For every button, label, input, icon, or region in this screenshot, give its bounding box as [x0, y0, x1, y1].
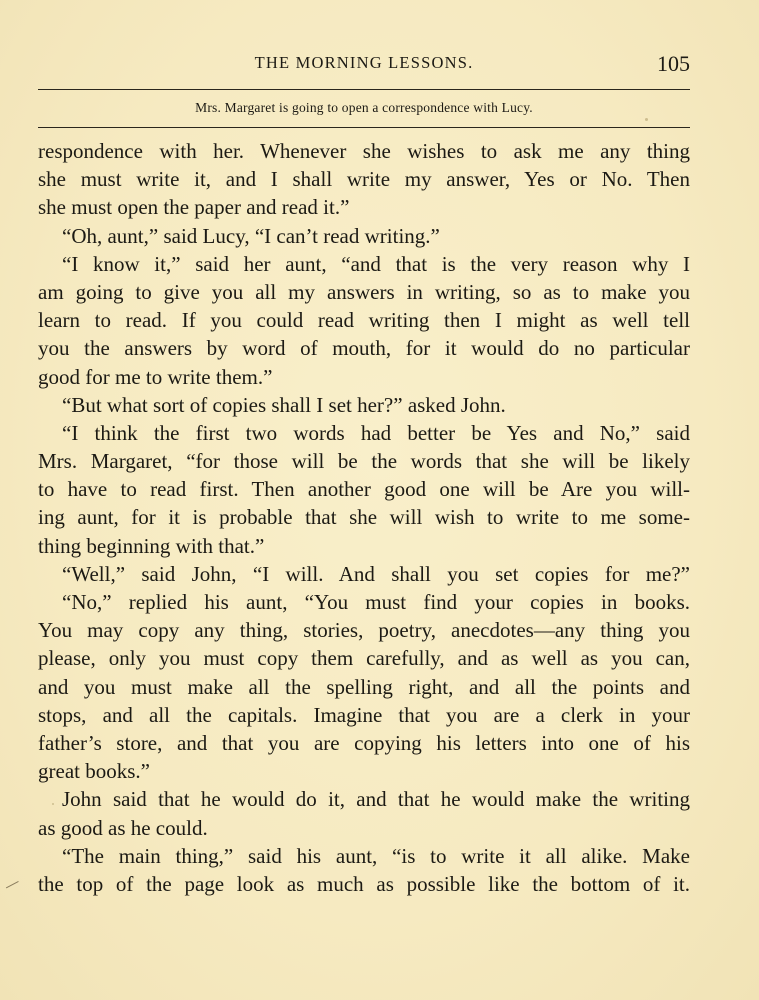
margin-mark	[6, 881, 20, 891]
text-line: “But what sort of copies shall I set her?” asked John.	[62, 392, 506, 417]
side-note: Mrs. Margaret is going to open a correspondence with Lucy.	[195, 100, 533, 115]
text-line: you the answers by word of mouth, for it would do no particular	[38, 336, 690, 361]
header-rule-bottom	[38, 127, 690, 128]
text-line: stops, and all the capitals. Imagine that you are a clerk in your	[38, 702, 690, 727]
text-line: John said that he would do it, and that he would make the writing	[62, 787, 690, 812]
text-line: good for me to write them.”	[38, 364, 273, 389]
running-title: THE MORNING LESSONS.	[254, 53, 474, 72]
text-line: am going to give you all my answers in writing, so as to make you	[38, 279, 690, 304]
running-head	[38, 51, 690, 79]
text-line: father’s store, and that you are copying his letters into one of his	[38, 730, 690, 755]
text-line: “The main thing,” said his aunt, “is to write it all alike. Make	[62, 843, 690, 868]
text-line: “I think the first two words had better be Yes and No,” said	[62, 420, 690, 445]
text-line: the top of the page look as much as possible like the bottom of it.	[38, 871, 690, 896]
text-line: “No,” replied his aunt, “You must find your copies in books.	[62, 590, 690, 614]
body-text	[38, 137, 690, 898]
paper-speck	[52, 803, 54, 805]
text-line: as good as he could.	[38, 815, 208, 840]
text-line: great books.”	[38, 759, 150, 784]
text-line: to have to read first. Then another good one will be Are you will-	[38, 477, 690, 502]
text-line: “Well,” said John, “I will. And shall you set copies for me?”	[62, 561, 690, 586]
text-line: respondence with her. Whenever she wishes to ask me any thing	[38, 139, 690, 163]
text-line: please, only you must copy them carefully, and as well as you can,	[38, 646, 690, 671]
text-line: learn to read. If you could read writing then I might as well tell	[38, 308, 690, 333]
text-line: ing aunt, for it is probable that she will wish to write to me some-	[38, 505, 690, 530]
text-line: You may copy any thing, stories, poetry, anecdotes—any thing you	[38, 618, 690, 643]
text-line: she must write it, and I shall write my answer, Yes or No. Then	[38, 167, 690, 192]
page-number: 105	[657, 51, 690, 76]
text-line: “I know it,” said her aunt, “and that is the very reason why I	[62, 251, 690, 276]
text-line: Mrs. Margaret, “for those will be the words that she will be likely	[38, 449, 690, 474]
text-line: she must open the paper and read it.”	[38, 195, 350, 220]
text-line: thing beginning with that.”	[38, 533, 265, 558]
text-line: and you must make all the spelling right, and all the points and	[38, 674, 690, 699]
header-rule-top	[38, 89, 690, 90]
paper-speck	[645, 118, 648, 121]
text-line: “Oh, aunt,” said Lucy, “I can’t read writing.”	[62, 223, 440, 248]
